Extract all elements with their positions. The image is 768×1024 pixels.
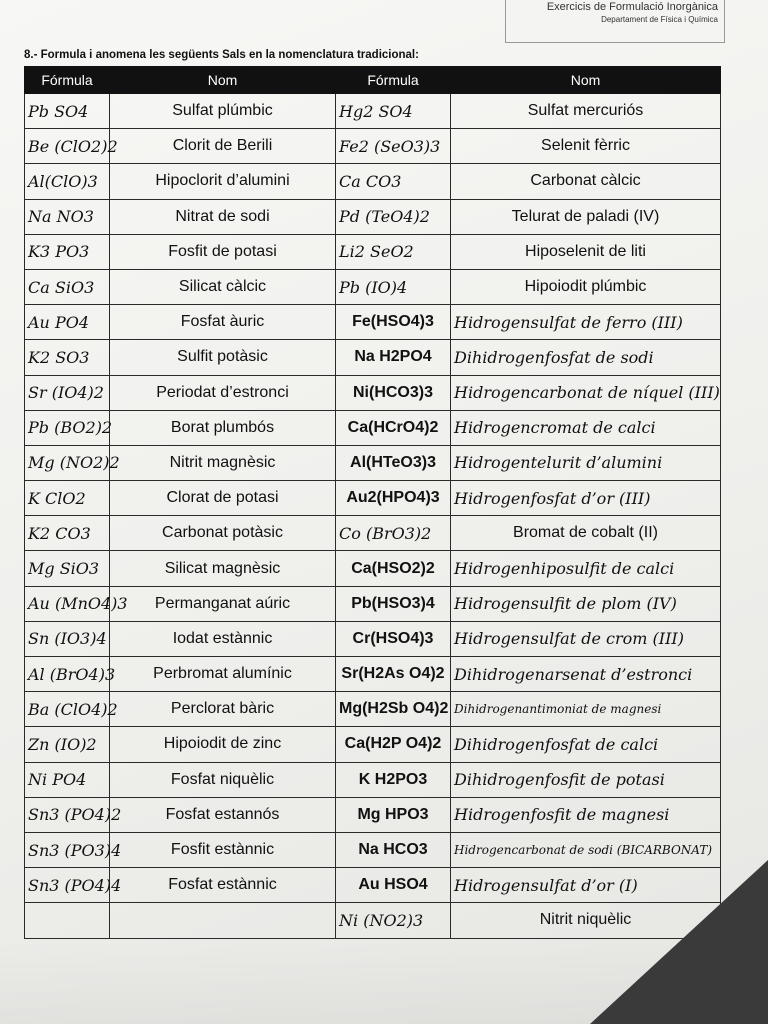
table-row [25,868,721,903]
name-cell: Bromat de cobalt (II) [451,516,721,551]
table-row [25,199,721,234]
name-cell: Hipoiodit plúmbic [451,269,721,304]
formula-cell: Mg HPO3 [336,797,451,832]
formula-cell: Fe2 (SeO3)3 [336,129,451,164]
name-cell: Hidrogenfosfit de magnesi [451,797,721,832]
table-row [25,445,721,480]
name-cell: Hidrogenhiposulfit de calci [451,551,721,586]
name-cell: Dihidrogenfosfit de potasi [451,762,721,797]
table-row [25,903,721,938]
salts-table [24,66,721,939]
formula-cell: Ni PO4 [25,762,110,797]
name-cell: Clorit de Berili [110,129,336,164]
name-cell: Hidrogensulfat de crom (III) [451,621,721,656]
table-body [25,94,721,939]
formula-cell: Hg2 SO4 [336,94,451,129]
name-cell: Hidrogensulfat d’or (I) [451,868,721,903]
name-cell: Carbonat potàsic [110,516,336,551]
table-row [25,129,721,164]
name-cell: Hidrogencarbonat de sodi (BICARBONAT) [451,832,721,867]
formula-cell: Sr(H2As O4)2 [336,657,451,692]
formula-cell: Ca(HCrO4)2 [336,410,451,445]
name-cell: Hiposelenit de liti [451,234,721,269]
formula-cell: K2 SO3 [25,340,110,375]
formula-cell: Al(ClO)3 [25,164,110,199]
formula-cell: Fe(HSO4)3 [336,305,451,340]
formula-cell: Ca(HSO2)2 [336,551,451,586]
formula-cell: Pb(HSO3)4 [336,586,451,621]
column-header-formula-2: Fórmula [336,67,451,94]
table-row [25,551,721,586]
name-cell: Hidrogensulfit de plom (IV) [451,586,721,621]
table-row [25,516,721,551]
formula-cell: K H2PO3 [336,762,451,797]
formula-cell: Au2(HPO4)3 [336,481,451,516]
formula-cell: K ClO2 [25,481,110,516]
name-cell: Fosfat àuric [110,305,336,340]
formula-cell: Au HSO4 [336,868,451,903]
table-row [25,375,721,410]
table-row [25,305,721,340]
name-cell: Fosfit estànnic [110,832,336,867]
name-cell: Hidrogentelurit d’alumini [451,445,721,480]
table-row [25,762,721,797]
formula-cell: Pb (BO2)2 [25,410,110,445]
table-row [25,692,721,727]
question-heading: 8.- Formula i anomena les següents Sals en la nomenclatura tradicional: [24,49,419,61]
name-cell: Hidrogenfosfat d’or (III) [451,481,721,516]
name-cell: Fosfat estannós [110,797,336,832]
name-cell: Hidrogencarbonat de níquel (III) [451,375,721,410]
formula-cell: Au PO4 [25,305,110,340]
header-subtitle: Departament de Física i Química [601,15,718,24]
formula-cell: Ba (ClO4)2 [25,692,110,727]
name-cell: Hidrogencromat de calci [451,410,721,445]
name-cell: Nitrit magnèsic [110,445,336,480]
formula-cell: Ni(HCO3)3 [336,375,451,410]
formula-cell: Co (BrO3)2 [336,516,451,551]
name-cell: Hipoiodit de zinc [110,727,336,762]
name-cell: Permanganat aúric [110,586,336,621]
formula-cell: Ca CO3 [336,164,451,199]
table-row [25,481,721,516]
name-cell: Fosfat estànnic [110,868,336,903]
name-cell: Silicat càlcic [110,269,336,304]
formula-cell: Na NO3 [25,199,110,234]
formula-cell: Mg (NO2)2 [25,445,110,480]
name-cell: Nitrit niquèlic [451,903,721,938]
formula-cell: Mg SiO3 [25,551,110,586]
name-cell: Dihidrogenfosfat de calci [451,727,721,762]
formula-cell: Ca SiO3 [25,269,110,304]
formula-cell: Be (ClO2)2 [25,129,110,164]
name-cell: Clorat de potasi [110,481,336,516]
formula-cell: Mg(H2Sb O4)2 [336,692,451,727]
name-cell: Dihidrogenarsenat d’estronci [451,657,721,692]
table-row [25,621,721,656]
name-cell: Nitrat de sodi [110,199,336,234]
formula-cell: Ni (NO2)3 [336,903,451,938]
name-cell: Perbromat alumínic [110,657,336,692]
formula-cell: K2 CO3 [25,516,110,551]
formula-cell: K3 PO3 [25,234,110,269]
name-cell: Telurat de paladi (IV) [451,199,721,234]
formula-cell: Pd (TeO4)2 [336,199,451,234]
name-cell: Sulfit potàsic [110,340,336,375]
formula-cell: Cr(HSO4)3 [336,621,451,656]
table-row [25,234,721,269]
formula-cell: Au (MnO4)3 [25,586,110,621]
table-row [25,797,721,832]
table-row [25,586,721,621]
formula-cell: Ca(H2P O4)2 [336,727,451,762]
table-row [25,657,721,692]
name-cell: Fosfat niquèlic [110,762,336,797]
table-row [25,164,721,199]
name-cell: Sulfat mercuriós [451,94,721,129]
table-header-row [25,67,721,94]
table-row [25,94,721,129]
formula-cell: Li2 SeO2 [336,234,451,269]
name-cell: Iodat estànnic [110,621,336,656]
name-cell: Carbonat càlcic [451,164,721,199]
formula-cell: Pb (IO)4 [336,269,451,304]
formula-cell: Sn3 (PO4)2 [25,797,110,832]
formula-cell: Al(HTeO3)3 [336,445,451,480]
name-cell [110,903,336,938]
formula-cell: Sn3 (PO4)4 [25,868,110,903]
name-cell: Dihidrogenantimoniat de magnesi [451,692,721,727]
name-cell: Borat plumbós [110,410,336,445]
formula-cell: Na H2PO4 [336,340,451,375]
column-header-formula-1: Fórmula [25,67,110,94]
formula-cell: Na HCO3 [336,832,451,867]
header-title: Exercicis de Formulació Inorgànica [546,1,718,13]
formula-cell: Zn (IO)2 [25,727,110,762]
formula-cell: Sn3 (PO3)4 [25,832,110,867]
formula-cell: Al (BrO4)3 [25,657,110,692]
table-row [25,727,721,762]
table-row [25,410,721,445]
column-header-name-1: Nom [110,67,336,94]
worksheet-header [505,0,725,43]
name-cell: Hipoclorit d’alumini [110,164,336,199]
name-cell: Hidrogensulfat de ferro (III) [451,305,721,340]
name-cell: Silicat magnèsic [110,551,336,586]
formula-cell: Sr (IO4)2 [25,375,110,410]
formula-cell: Pb SO4 [25,94,110,129]
name-cell: Selenit fèrric [451,129,721,164]
table-row [25,269,721,304]
name-cell: Sulfat plúmbic [110,94,336,129]
name-cell: Dihidrogenfosfat de sodi [451,340,721,375]
formula-cell: Sn (IO3)4 [25,621,110,656]
table-row [25,340,721,375]
table-row [25,832,721,867]
name-cell: Fosfit de potasi [110,234,336,269]
name-cell: Periodat d’estronci [110,375,336,410]
formula-cell [25,903,110,938]
name-cell: Perclorat bàric [110,692,336,727]
column-header-name-2: Nom [451,67,721,94]
